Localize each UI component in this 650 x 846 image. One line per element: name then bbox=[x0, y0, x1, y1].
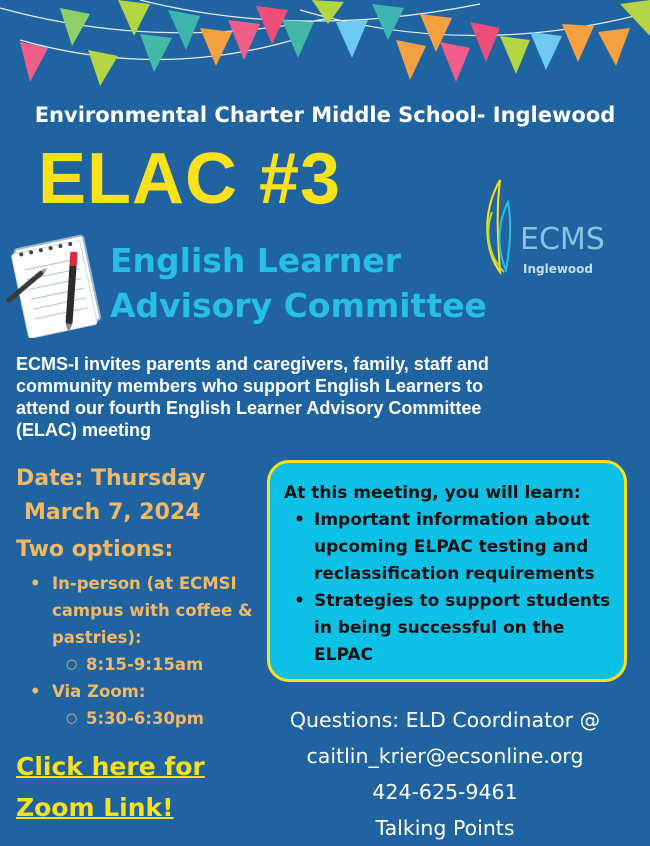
flag bbox=[440, 42, 470, 82]
flag bbox=[336, 20, 368, 58]
option-zoom: • Via Zoom: bbox=[30, 678, 270, 705]
learn-box bbox=[267, 460, 627, 682]
learn-item: • Strategies to support students in being successful on the ELPAC bbox=[284, 588, 614, 669]
committee-line1: English Learner bbox=[110, 241, 402, 280]
flag bbox=[530, 32, 562, 70]
zoom-link-line2[interactable]: Zoom Link! bbox=[16, 793, 174, 822]
options-title: Two options: bbox=[16, 537, 174, 562]
meeting-date bbox=[16, 462, 206, 530]
flag bbox=[372, 4, 404, 40]
flag bbox=[168, 10, 200, 50]
date-day: Date: Thursday bbox=[16, 466, 206, 491]
flag bbox=[200, 28, 232, 66]
committee-line2: Advisory Committee bbox=[110, 286, 487, 325]
flag bbox=[396, 40, 426, 80]
flag bbox=[256, 6, 288, 44]
flag bbox=[88, 50, 118, 86]
option-inperson-time: ○ 8:15-9:15am bbox=[30, 651, 270, 678]
flag bbox=[598, 28, 630, 66]
contact-talking-points: Talking Points bbox=[375, 816, 515, 840]
flag bbox=[562, 24, 594, 62]
contact-heading: Questions: ELD Coordinator @ bbox=[289, 708, 601, 732]
invitation-text: ECMS-I invites parents and caregivers, family, staff and community members who support English Learners to attend our fourth English Learner Advisory Committee (ELAC) meeting bbox=[16, 354, 489, 440]
contact-info bbox=[240, 702, 650, 846]
learn-title: At this meeting, you will learn: bbox=[284, 483, 581, 503]
logo-subtitle: Inglewood bbox=[523, 262, 594, 276]
flag bbox=[282, 20, 314, 58]
option-inperson: • In-person (at ECMSI campus with coffee & pastries): bbox=[30, 570, 270, 651]
flag bbox=[140, 34, 172, 72]
notepad-pen-icon bbox=[0, 228, 110, 338]
learn-item: • Important information about upcoming ELPAC testing and reclassification requirements bbox=[284, 507, 614, 588]
school-name: Environmental Charter Middle School- Inglewood bbox=[34, 103, 616, 127]
flag bbox=[500, 36, 530, 74]
flag bbox=[470, 22, 500, 62]
committee-title bbox=[110, 238, 487, 328]
contact-email: caitlin_krier@ecsonline.org bbox=[306, 744, 584, 768]
options-list bbox=[30, 570, 270, 732]
flag bbox=[20, 42, 48, 82]
contact-phone: 424-625-9461 bbox=[372, 780, 518, 804]
option-zoom-time: ○ 5:30-6:30pm bbox=[30, 705, 270, 732]
zoom-link[interactable] bbox=[16, 746, 205, 828]
zoom-link-line1[interactable]: Click here for bbox=[16, 752, 205, 781]
flag bbox=[60, 8, 90, 46]
date-full: March 7, 2024 bbox=[24, 500, 201, 525]
headline: ELAC #3 bbox=[38, 139, 342, 219]
logo-name: ECMS bbox=[520, 222, 605, 257]
bunting-banner bbox=[0, 0, 650, 95]
